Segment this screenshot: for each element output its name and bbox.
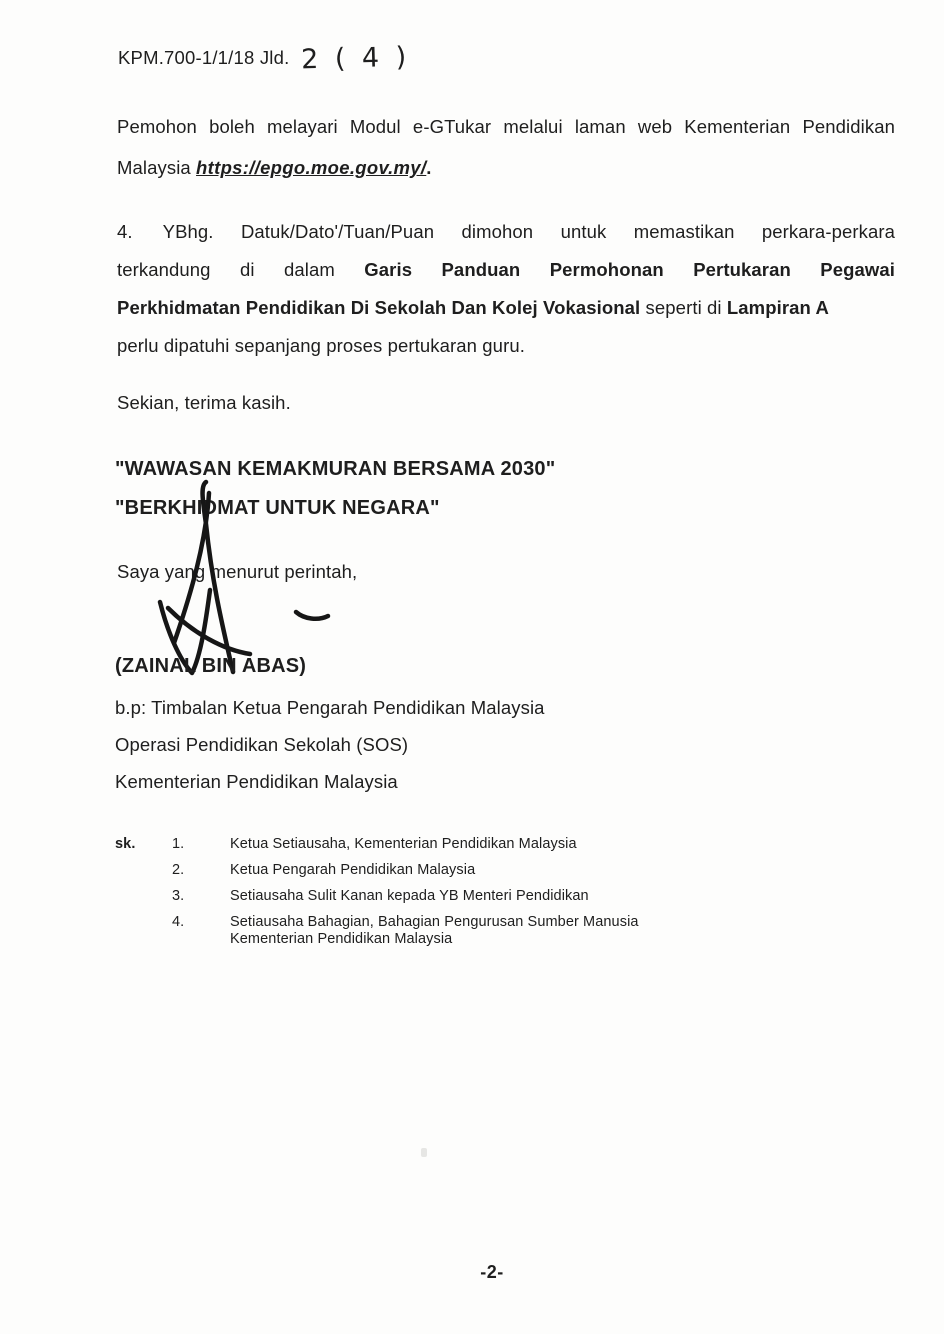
- intro-paragraph: [117, 106, 895, 188]
- cc-item-1: 1. Ketua Setiausaha, Kementerian Pendidikan Malaysia: [172, 836, 577, 852]
- paragraph-4: [117, 213, 895, 365]
- para4-line-1: 4. YBhg. Datuk/Dato'/Tuan/Puan dimohon untuk memastikan perkara-perkara: [117, 221, 895, 242]
- cc-item-number: 1.: [172, 836, 185, 852]
- cc-item-3: 3. Setiausaha Sulit Kanan kepada YB Menteri Pendidikan: [172, 888, 589, 904]
- signatory-title-3: Kementerian Pendidikan Malaysia: [115, 771, 398, 792]
- signatory-title-2: Operasi Pendidikan Sekolah (SOS): [115, 734, 409, 755]
- reference-handwritten: 2 ( 4 ): [300, 41, 411, 76]
- cc-item-2: 2. Ketua Pengarah Pendidikan Malaysia: [172, 862, 476, 878]
- page-number: -2-: [480, 1262, 504, 1282]
- intro-line-2: Malaysia https://epgo.moe.gov.my/.: [117, 157, 432, 178]
- epgo-url: https://epgo.moe.gov.my/: [196, 157, 427, 178]
- intro-line-1: Pemohon boleh melayari Modul e-GTukar melalui laman web Kementerian Pendidikan: [117, 116, 895, 137]
- cc-label: sk.: [115, 836, 136, 852]
- para4-line-3: Perkhidmatan Pendidikan Di Sekolah Dan Kolej Vokasional seperti di Lampiran A: [117, 297, 829, 318]
- cc-item-number: 4.: [172, 914, 185, 930]
- slogan-wawasan: "WAWASAN KEMAKMURAN BERSAMA 2030": [115, 458, 556, 480]
- para4-line-4: perlu dipatuhi sepanjang proses pertukaran guru.: [117, 335, 525, 356]
- slogan-berkhidmat: "BERKHIDMAT UNTUK NEGARA": [115, 497, 440, 519]
- sign-off-line: Saya yang menurut perintah,: [117, 561, 358, 582]
- scan-artifact-speck: [421, 1148, 427, 1157]
- reference-number: [118, 40, 411, 76]
- cc-item-4: 4. Setiausaha Bahagian, Bahagian Pengurusan Sumber Manusia Kementerian Pendidikan Malaysia: [172, 914, 639, 947]
- signatory-title-1: b.p: Timbalan Ketua Pengarah Pendidikan Malaysia: [115, 697, 545, 718]
- cc-item-number: 3.: [172, 888, 185, 904]
- reference-printed: KPM.700-1/1/18 Jld.: [118, 47, 290, 68]
- para4-line-2: terkandung di dalam Garis Panduan Permohonan Pertukaran Pegawai: [117, 259, 895, 280]
- para4-number: 4.: [117, 221, 133, 242]
- closing-line: Sekian, terima kasih.: [117, 392, 291, 413]
- signatory-name: (ZAINAL BIN ABAS): [115, 655, 307, 677]
- cc-item-number: 2.: [172, 862, 185, 878]
- cc-list: [172, 836, 639, 957]
